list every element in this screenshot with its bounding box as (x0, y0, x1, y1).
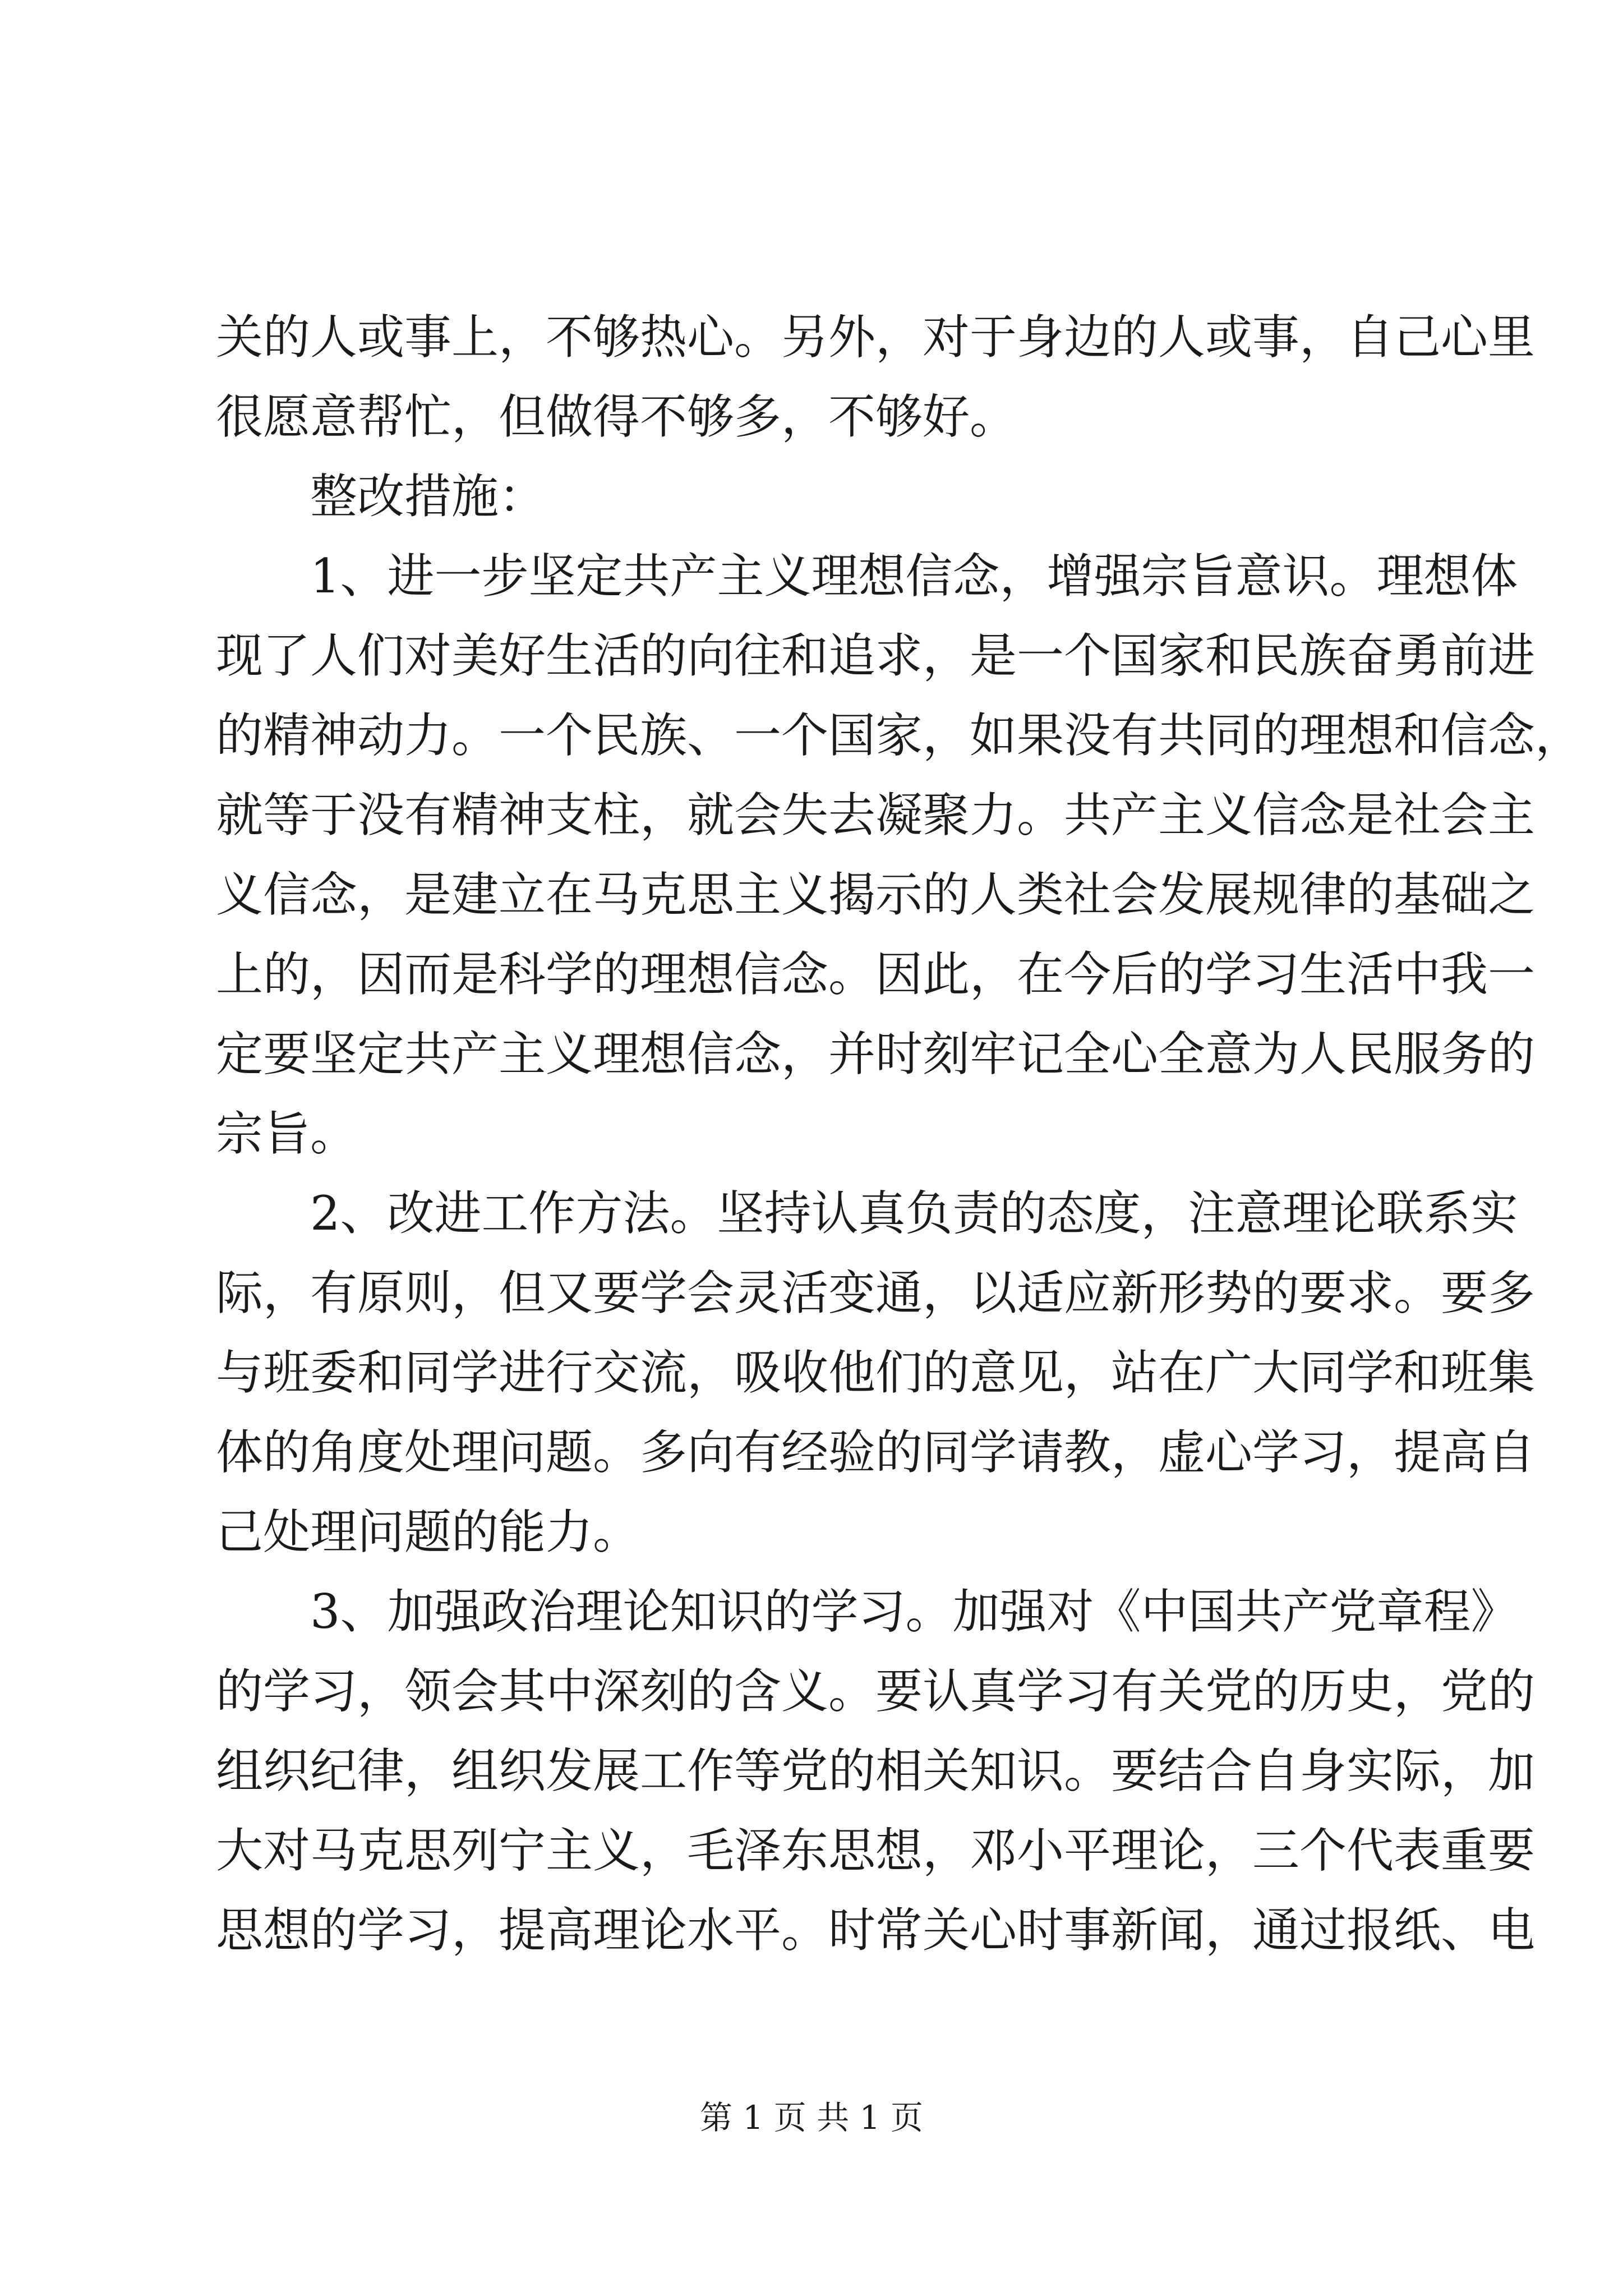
text-line: 体的角度处理问题。多向有经验的同学请教，虚心学习，提高自 (216, 1425, 1536, 1480)
text-line: 现了人们对美好生活的向往和追求，是一个国家和民族奋勇前进 (216, 628, 1536, 683)
text-line: 1、进一步坚定共产主义理想信念，增强宗旨意识。理想体 (216, 549, 1518, 604)
page-footer: 第 1 页 共 1 页 (700, 2099, 923, 2137)
text-line: 与班委和同学进行交流，吸收他们的意见，站在广大同学和班集 (216, 1345, 1536, 1400)
text-line: 组织纪律，组织发展工作等党的相关知识。要结合自身实际，加 (216, 1743, 1536, 1798)
text-line: 2、改进工作方法。坚持认真负责的态度，注意理论联系实 (216, 1186, 1518, 1241)
document-body (216, 297, 1583, 1970)
text-line: 很愿意帮忙，但做得不够多，不够好。 (216, 389, 1017, 444)
text-line: 际，有原则，但又要学会灵活变通，以适应新形势的要求。要多 (216, 1266, 1536, 1320)
text-line: 己处理问题的能力。 (216, 1504, 640, 1559)
text-line: 定要坚定共产主义理想信念，并时刻牢记全心全意为人民服务的 (216, 1027, 1536, 1082)
text-line: 上的，因而是科学的理想信念。因此，在今后的学习生活中我一 (216, 947, 1536, 1002)
text-line: 义信念，是建立在马克思主义揭示的人类社会发展规律的基础之 (216, 867, 1536, 922)
section-heading: 整改措施： (216, 469, 546, 524)
text-line: 关的人或事上，不够热心。另外，对于身边的人或事，自己心里 (216, 310, 1536, 365)
text-line: 思想的学习，提高理论水平。时常关心时事新闻，通过报纸、电 (216, 1903, 1536, 1958)
text-line: 就等于没有精神支柱，就会失去凝聚力。共产主义信念是社会主 (216, 788, 1536, 843)
text-line: 大对马克思列宁主义，毛泽东思想，邓小平理论，三个代表重要 (216, 1823, 1536, 1878)
text-line: 的精神动力。一个民族、一个国家，如果没有共同的理想和信念， (216, 708, 1583, 763)
text-line: 3、加强政治理论知识的学习。加强对《中国共产党章程》 (216, 1584, 1518, 1639)
text-line: 宗旨。 (216, 1106, 358, 1161)
text-line: 的学习，领会其中深刻的含义。要认真学习有关党的历史，党的 (216, 1664, 1536, 1719)
